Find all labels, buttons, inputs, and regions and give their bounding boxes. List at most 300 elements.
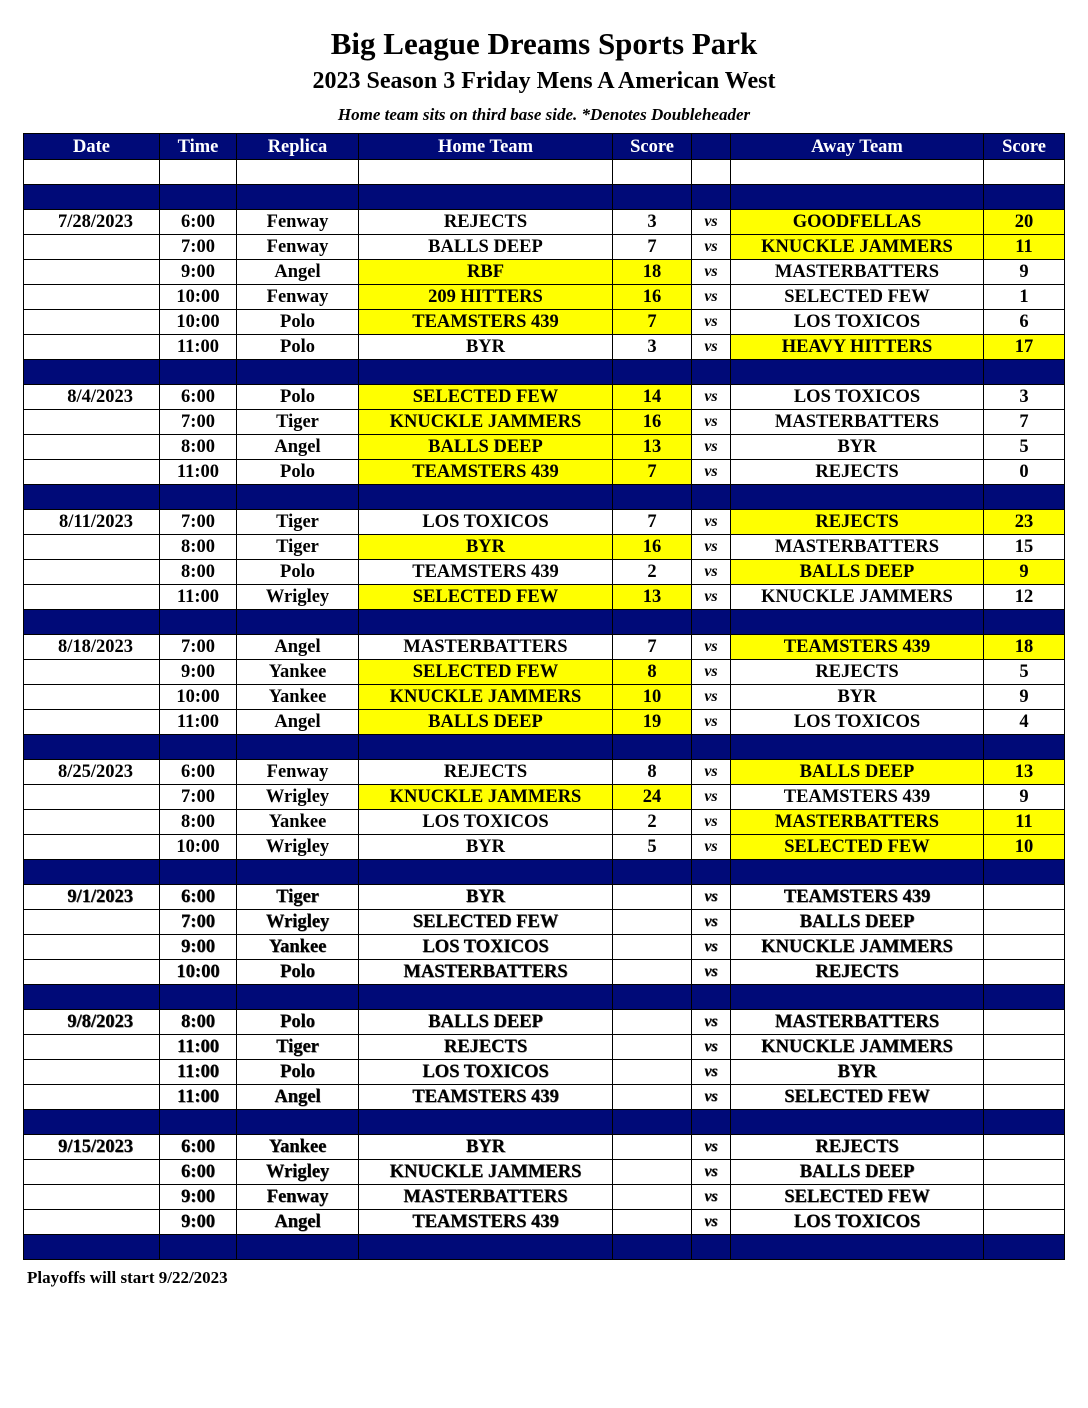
vs-label: vs [692, 1160, 731, 1185]
game-field: Wrigley [237, 1160, 359, 1185]
home-score: 14 [613, 385, 692, 410]
away-team: BALLS DEEP [731, 910, 984, 935]
vs-label: vs [692, 385, 731, 410]
game-time: 6:00 [160, 210, 237, 235]
empty-cell [24, 860, 160, 885]
empty-cell [613, 985, 692, 1010]
empty-cell [731, 735, 984, 760]
empty-cell [24, 485, 160, 510]
empty-cell [160, 485, 237, 510]
game-row [24, 585, 1065, 610]
game-field: Tiger [237, 510, 359, 535]
game-field: Yankee [237, 660, 359, 685]
home-team: LOS TOXICOS [359, 810, 613, 835]
game-time: 9:00 [160, 1210, 237, 1235]
vs-label: vs [692, 635, 731, 660]
away-score: 9 [984, 785, 1065, 810]
game-field: Fenway [237, 1185, 359, 1210]
away-score: 13 [984, 760, 1065, 785]
game-row [24, 385, 1065, 410]
empty-cell [731, 985, 984, 1010]
game-date [24, 660, 160, 685]
game-row [24, 310, 1065, 335]
game-date [24, 685, 160, 710]
game-field: Polo [237, 385, 359, 410]
empty-cell [237, 860, 359, 885]
home-team: KNUCKLE JAMMERS [359, 785, 613, 810]
game-row [24, 460, 1065, 485]
empty-cell [237, 1235, 359, 1260]
game-field: Polo [237, 310, 359, 335]
home-score [613, 885, 692, 910]
away-score: 23 [984, 510, 1065, 535]
empty-cell [692, 185, 731, 210]
away-team: TEAMSTERS 439 [731, 885, 984, 910]
away-team: KNUCKLE JAMMERS [731, 585, 984, 610]
empty-cell [160, 860, 237, 885]
empty-cell [359, 1110, 613, 1135]
game-date [24, 335, 160, 360]
away-score [984, 910, 1065, 935]
home-score: 13 [613, 435, 692, 460]
empty-cell [613, 1110, 692, 1135]
game-date: 9/1/2023 [24, 885, 160, 910]
game-time: 10:00 [160, 960, 237, 985]
vs-label: vs [692, 1060, 731, 1085]
game-time: 11:00 [160, 585, 237, 610]
game-row [24, 235, 1065, 260]
away-score: 15 [984, 535, 1065, 560]
game-field: Wrigley [237, 785, 359, 810]
empty-cell [359, 860, 613, 885]
empty-cell [613, 185, 692, 210]
away-team: KNUCKLE JAMMERS [731, 235, 984, 260]
away-team: BYR [731, 1060, 984, 1085]
empty-cell [359, 185, 613, 210]
away-team: TEAMSTERS 439 [731, 635, 984, 660]
col-header-date: Date [24, 134, 160, 160]
game-date [24, 560, 160, 585]
away-score: 10 [984, 835, 1065, 860]
game-time: 10:00 [160, 835, 237, 860]
game-time: 6:00 [160, 1160, 237, 1185]
game-date [24, 710, 160, 735]
empty-cell [613, 485, 692, 510]
home-score: 24 [613, 785, 692, 810]
away-score [984, 1135, 1065, 1160]
home-score [613, 1010, 692, 1035]
game-date [24, 835, 160, 860]
game-date: 8/4/2023 [24, 385, 160, 410]
empty-cell [984, 1235, 1065, 1260]
game-date [24, 1210, 160, 1235]
game-date: 8/11/2023 [24, 510, 160, 535]
col-header-away-score: Score [984, 134, 1065, 160]
away-team: LOS TOXICOS [731, 310, 984, 335]
empty-cell [692, 160, 731, 185]
vs-label: vs [692, 910, 731, 935]
vs-label: vs [692, 960, 731, 985]
home-score: 3 [613, 210, 692, 235]
vs-label: vs [692, 310, 731, 335]
game-field: Tiger [237, 1035, 359, 1060]
game-field: Yankee [237, 935, 359, 960]
game-time: 11:00 [160, 1035, 237, 1060]
week-separator [24, 1110, 1065, 1135]
game-date: 9/15/2023 [24, 1135, 160, 1160]
game-time: 11:00 [160, 1085, 237, 1110]
game-time: 7:00 [160, 785, 237, 810]
away-score: 4 [984, 710, 1065, 735]
empty-cell [24, 610, 160, 635]
away-team: BALLS DEEP [731, 1160, 984, 1185]
game-time: 8:00 [160, 1010, 237, 1035]
game-field: Wrigley [237, 835, 359, 860]
vs-label: vs [692, 560, 731, 585]
away-score: 5 [984, 435, 1065, 460]
home-score [613, 935, 692, 960]
week-separator [24, 360, 1065, 385]
home-team: 209 HITTERS [359, 285, 613, 310]
empty-cell [24, 160, 160, 185]
home-team: KNUCKLE JAMMERS [359, 1160, 613, 1185]
away-score [984, 1035, 1065, 1060]
away-score: 9 [984, 260, 1065, 285]
home-team: SELECTED FEW [359, 660, 613, 685]
away-score: 6 [984, 310, 1065, 335]
game-field: Tiger [237, 885, 359, 910]
game-row [24, 260, 1065, 285]
away-score: 5 [984, 660, 1065, 685]
empty-cell [692, 360, 731, 385]
game-time: 11:00 [160, 335, 237, 360]
game-date [24, 910, 160, 935]
home-team: TEAMSTERS 439 [359, 1085, 613, 1110]
home-score: 7 [613, 310, 692, 335]
game-field: Polo [237, 960, 359, 985]
game-date [24, 535, 160, 560]
game-field: Fenway [237, 235, 359, 260]
game-date [24, 235, 160, 260]
game-time: 11:00 [160, 460, 237, 485]
away-score: 9 [984, 685, 1065, 710]
empty-cell [692, 985, 731, 1010]
vs-label: vs [692, 585, 731, 610]
vs-label: vs [692, 260, 731, 285]
empty-cell [692, 860, 731, 885]
home-score [613, 1035, 692, 1060]
game-field: Wrigley [237, 910, 359, 935]
home-score: 19 [613, 710, 692, 735]
game-time: 9:00 [160, 935, 237, 960]
home-score: 7 [613, 460, 692, 485]
game-time: 6:00 [160, 385, 237, 410]
vs-label: vs [692, 810, 731, 835]
playoffs-note: Playoffs will start 9/22/2023 [27, 1268, 228, 1287]
game-field: Angel [237, 1085, 359, 1110]
empty-cell [160, 160, 237, 185]
empty-cell [160, 360, 237, 385]
away-score [984, 885, 1065, 910]
home-team: LOS TOXICOS [359, 510, 613, 535]
game-time: 7:00 [160, 235, 237, 260]
away-team: KNUCKLE JAMMERS [731, 935, 984, 960]
game-field: Yankee [237, 810, 359, 835]
away-score: 1 [984, 285, 1065, 310]
game-time: 7:00 [160, 910, 237, 935]
vs-label: vs [692, 1210, 731, 1235]
empty-cell [359, 360, 613, 385]
empty-cell [237, 1110, 359, 1135]
game-time: 9:00 [160, 1185, 237, 1210]
away-score [984, 1185, 1065, 1210]
away-score: 20 [984, 210, 1065, 235]
vs-label: vs [692, 710, 731, 735]
vs-label: vs [692, 1035, 731, 1060]
game-date [24, 785, 160, 810]
home-score: 13 [613, 585, 692, 610]
away-score: 18 [984, 635, 1065, 660]
away-team: BYR [731, 685, 984, 710]
empty-cell [24, 360, 160, 385]
game-row [24, 810, 1065, 835]
empty-cell [692, 485, 731, 510]
home-score: 7 [613, 235, 692, 260]
away-score [984, 935, 1065, 960]
away-team: SELECTED FEW [731, 1085, 984, 1110]
game-date [24, 810, 160, 835]
away-score: 9 [984, 560, 1065, 585]
game-field: Polo [237, 1010, 359, 1035]
away-team: MASTERBATTERS [731, 1010, 984, 1035]
game-row [24, 1210, 1065, 1235]
empty-cell [24, 1110, 160, 1135]
empty-cell [359, 735, 613, 760]
game-time: 11:00 [160, 1060, 237, 1085]
game-field: Angel [237, 260, 359, 285]
home-team: TEAMSTERS 439 [359, 460, 613, 485]
away-team: KNUCKLE JAMMERS [731, 1035, 984, 1060]
schedule-table [23, 133, 1065, 1260]
week-separator [24, 735, 1065, 760]
schedule-body [24, 160, 1065, 1260]
empty-cell [613, 360, 692, 385]
away-score: 11 [984, 235, 1065, 260]
game-row [24, 785, 1065, 810]
game-time: 7:00 [160, 635, 237, 660]
game-field: Fenway [237, 210, 359, 235]
empty-cell [984, 735, 1065, 760]
empty-cell [160, 610, 237, 635]
game-time: 6:00 [160, 885, 237, 910]
empty-cell [237, 610, 359, 635]
home-score [613, 960, 692, 985]
game-field: Fenway [237, 760, 359, 785]
week-separator [24, 1235, 1065, 1260]
vs-label: vs [692, 835, 731, 860]
vs-label: vs [692, 1135, 731, 1160]
away-team: SELECTED FEW [731, 835, 984, 860]
empty-cell [692, 1110, 731, 1135]
col-header-home-score: Score [613, 134, 692, 160]
away-team: BALLS DEEP [731, 560, 984, 585]
home-team: BYR [359, 835, 613, 860]
home-score: 5 [613, 835, 692, 860]
empty-cell [613, 1235, 692, 1260]
blank-row [24, 160, 1065, 185]
vs-label: vs [692, 335, 731, 360]
empty-cell [984, 1110, 1065, 1135]
empty-cell [731, 1235, 984, 1260]
game-time: 9:00 [160, 260, 237, 285]
game-row [24, 1060, 1065, 1085]
game-time: 8:00 [160, 810, 237, 835]
game-field: Angel [237, 710, 359, 735]
game-row [24, 1185, 1065, 1210]
home-team: MASTERBATTERS [359, 960, 613, 985]
game-field: Tiger [237, 410, 359, 435]
game-field: Polo [237, 460, 359, 485]
vs-label: vs [692, 285, 731, 310]
empty-cell [984, 610, 1065, 635]
game-row [24, 685, 1065, 710]
home-team: REJECTS [359, 1035, 613, 1060]
home-team: BALLS DEEP [359, 235, 613, 260]
vs-label: vs [692, 235, 731, 260]
game-field: Polo [237, 560, 359, 585]
game-date [24, 260, 160, 285]
game-row [24, 510, 1065, 535]
game-field: Angel [237, 1210, 359, 1235]
home-score [613, 1060, 692, 1085]
game-date: 8/25/2023 [24, 760, 160, 785]
empty-cell [24, 185, 160, 210]
home-team: SELECTED FEW [359, 385, 613, 410]
away-team: REJECTS [731, 660, 984, 685]
vs-label: vs [692, 435, 731, 460]
away-team: MASTERBATTERS [731, 410, 984, 435]
empty-cell [237, 985, 359, 1010]
away-team: MASTERBATTERS [731, 260, 984, 285]
game-time: 10:00 [160, 285, 237, 310]
away-team: BYR [731, 435, 984, 460]
home-team: BYR [359, 885, 613, 910]
game-date [24, 1185, 160, 1210]
game-row [24, 435, 1065, 460]
week-separator [24, 860, 1065, 885]
home-score: 16 [613, 285, 692, 310]
empty-cell [237, 185, 359, 210]
home-score [613, 910, 692, 935]
game-date: 7/28/2023 [24, 210, 160, 235]
away-score [984, 1060, 1065, 1085]
game-date [24, 585, 160, 610]
game-field: Angel [237, 435, 359, 460]
week-separator [24, 985, 1065, 1010]
away-score [984, 1085, 1065, 1110]
col-header-home-team: Home Team [359, 134, 613, 160]
home-team: TEAMSTERS 439 [359, 560, 613, 585]
game-time: 7:00 [160, 410, 237, 435]
away-score: 0 [984, 460, 1065, 485]
game-date [24, 1060, 160, 1085]
game-field: Yankee [237, 685, 359, 710]
empty-cell [692, 1235, 731, 1260]
vs-label: vs [692, 935, 731, 960]
empty-cell [237, 360, 359, 385]
page-note: Home team sits on third base side. *Denotes Doubleheader [337, 105, 751, 124]
game-row [24, 660, 1065, 685]
empty-cell [731, 360, 984, 385]
home-score [613, 1135, 692, 1160]
game-date [24, 410, 160, 435]
page-title: Big League Dreams Sports Park [330, 26, 758, 61]
vs-label: vs [692, 410, 731, 435]
game-time: 10:00 [160, 685, 237, 710]
game-field: Polo [237, 1060, 359, 1085]
game-row [24, 210, 1065, 235]
away-team: LOS TOXICOS [731, 710, 984, 735]
empty-cell [24, 735, 160, 760]
empty-cell [613, 860, 692, 885]
home-score: 2 [613, 560, 692, 585]
away-team: HEAVY HITTERS [731, 335, 984, 360]
col-header-away-team: Away Team [731, 134, 984, 160]
home-score [613, 1185, 692, 1210]
empty-cell [731, 485, 984, 510]
game-row [24, 835, 1065, 860]
empty-cell [731, 160, 984, 185]
home-team: TEAMSTERS 439 [359, 1210, 613, 1235]
home-team: MASTERBATTERS [359, 1185, 613, 1210]
away-team: MASTERBATTERS [731, 535, 984, 560]
game-time: 9:00 [160, 660, 237, 685]
empty-cell [731, 185, 984, 210]
game-time: 10:00 [160, 310, 237, 335]
home-team: BYR [359, 535, 613, 560]
home-score: 16 [613, 410, 692, 435]
vs-label: vs [692, 535, 731, 560]
home-team: KNUCKLE JAMMERS [359, 685, 613, 710]
col-header-replica: Replica [237, 134, 359, 160]
empty-cell [237, 735, 359, 760]
home-team: LOS TOXICOS [359, 935, 613, 960]
game-time: 8:00 [160, 535, 237, 560]
game-field: Fenway [237, 285, 359, 310]
away-team: REJECTS [731, 960, 984, 985]
home-team: REJECTS [359, 760, 613, 785]
empty-cell [359, 610, 613, 635]
away-team: TEAMSTERS 439 [731, 785, 984, 810]
away-team: SELECTED FEW [731, 285, 984, 310]
header-row [24, 134, 1065, 160]
away-score [984, 1210, 1065, 1235]
game-row [24, 1160, 1065, 1185]
game-row [24, 1085, 1065, 1110]
game-row [24, 760, 1065, 785]
empty-cell [160, 735, 237, 760]
empty-cell [24, 985, 160, 1010]
away-team: MASTERBATTERS [731, 810, 984, 835]
vs-label: vs [692, 460, 731, 485]
empty-cell [160, 185, 237, 210]
away-score [984, 960, 1065, 985]
vs-label: vs [692, 760, 731, 785]
vs-label: vs [692, 685, 731, 710]
away-team: LOS TOXICOS [731, 1210, 984, 1235]
home-team: BYR [359, 335, 613, 360]
away-team: LOS TOXICOS [731, 385, 984, 410]
